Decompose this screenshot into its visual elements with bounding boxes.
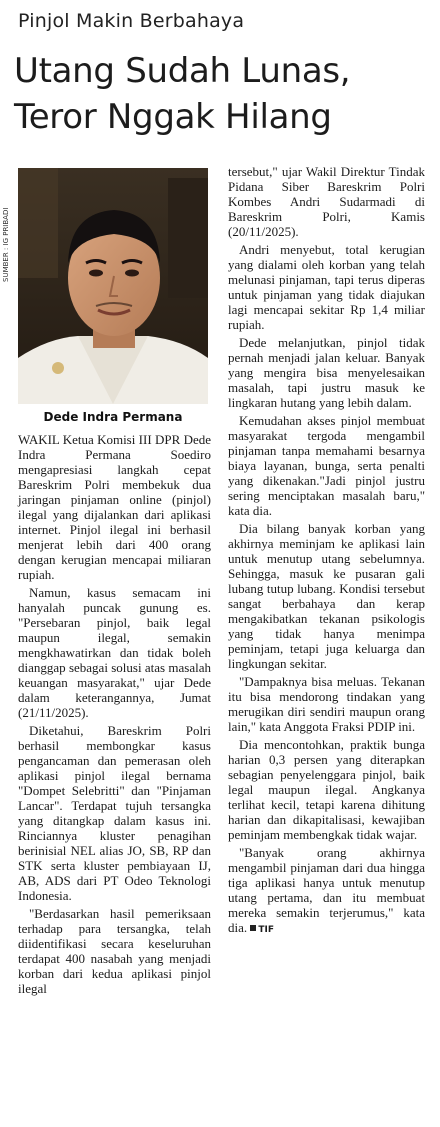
right-column: [228, 164, 425, 941]
right-paragraph-8-text: "Banyak orang akhirnya mengambil pinjaman dari dua hingga tiga aplikasi hanya untuk menutup utang pertama, dan itu membuat mereka semakin terjerumus," kata dia.: [228, 845, 425, 935]
article-kicker: Pinjol Makin Berbahaya: [18, 10, 245, 32]
left-paragraph-1: WAKIL Ketua Komisi III DPR Dede Indra Permana Soediro mengapresiasi langkah cepat Bareskrim Polri membekuk dua jaringan pinjaman online (pinjol) ilegal yang dijalankan dari aplikasi internet. Pinjol ilegal ini berhasil menjerat lebih dari 400 orang dengan kerugian mencapai miliaran rupiah.: [18, 432, 211, 582]
left-paragraph-3: Diketahui, Bareskrim Polri berhasil membongkar kasus pengancaman dan pemerasan oleh aplikasi pinjol ilegal bernama "Dompet Selebritti" dan "Pinjaman Lancar". Terdapat tujuh tersangka yang ditangkap dalam kasus ini. Rinciannya kluster penagihan berinisial NEL alias JO, SB, RP dan STK serta kluster pembiayaan IJ, AB, ADS dari PT Odeo Teknologi Indonesia.: [18, 723, 211, 903]
portrait-photo: [18, 168, 208, 404]
photo-source-credit: [2, 172, 16, 282]
right-paragraph-3: Dede melanjutkan, pinjol tidak pernah menjadi jalan keluar. Banyak yang mengira bisa menyelesaikan masalah, tapi justru masuk ke lingkaran hutang yang lebih dalam.: [228, 335, 425, 410]
right-paragraph-4: Kemudahan akses pinjol membuat masyarakat tergoda mengambil pinjaman tanpa memahami besarnya biaya layanan, bunga, serta penalti yang dikenakan."Jadi pinjol justru sering menciptakan masalah baru," kata dia.: [228, 413, 425, 518]
portrait-illustration: [18, 168, 208, 404]
end-mark: [250, 925, 274, 935]
photo-caption: Dede Indra Permana: [43, 410, 183, 424]
right-paragraph-8: [228, 845, 425, 938]
right-paragraph-1: tersebut," ujar Wakil Direktur Tindak Pidana Siber Bareskrim Polri Kombes Andri Sudarmadi di Bareskrim Polri, Kamis (20/11/2025).: [228, 164, 425, 239]
source-credit-text: SUMBER : IG PRIBADI: [2, 207, 10, 282]
article-headline: Utang Sudah Lunas, Teror Nggak Hilang: [14, 51, 351, 137]
right-paragraph-6: "Dampaknya bisa meluas. Tekanan itu bisa mendorong tindakan yang merugikan diri sendiri maupun orang lain," kata Anggota Fraksi PDIP ini.: [228, 674, 425, 734]
sign-off: TIF: [258, 925, 275, 935]
right-paragraph-2: Andri menyebut, total kerugian yang dialami oleh korban yang telah melunasi pinjaman, tapi terus diperas untuk pinjaman yang tidak diajukan lagi mencapai sekitar Rp 1,4 miliar rupiah.: [228, 242, 425, 332]
end-square-icon: [250, 925, 256, 931]
right-paragraph-7: Dia mencontohkan, praktik bunga harian 0,3 persen yang diterapkan sebagian penyelenggara pinjol, baik legal maupun ilegal. Angkanya terlihat kecil, tetapi karena dihitung harian dan dikapitalisasi, kewajiban peminjam membengkak tidak wajar.: [228, 737, 425, 842]
left-column: [18, 432, 211, 999]
left-paragraph-2: Namun, kasus semacam ini hanyalah puncak gunung es. "Persebaran pinjol, baik legal maupun ilegal, semakin mengkhawatirkan dan tidak boleh dianggap sebagai solusi atas masalah keuangan masyarakat," ujar Dede dalam keterangannya, Jumat (21/11/2025).: [18, 585, 211, 720]
left-paragraph-4: "Berdasarkan hasil pemeriksaan terhadap para tersangka, telah diidentifikasi secara keseluruhan terdapat 400 nasabah yang menjadi korban dari kedua aplikasi pinjol ilegal: [18, 906, 211, 996]
right-paragraph-5: Dia bilang banyak korban yang akhirnya meminjam ke aplikasi lain untuk menutup utang sebelumnya. Sehingga, masuk ke pusaran gali lubang tutup lubang. Kondisi tersebut sangat berbahaya dan kerap mengakibatkan tekanan psikologis yang tidak hanya menimpa peminjam, tetapi juga keluarga dan lingkungan sekitar.: [228, 521, 425, 671]
